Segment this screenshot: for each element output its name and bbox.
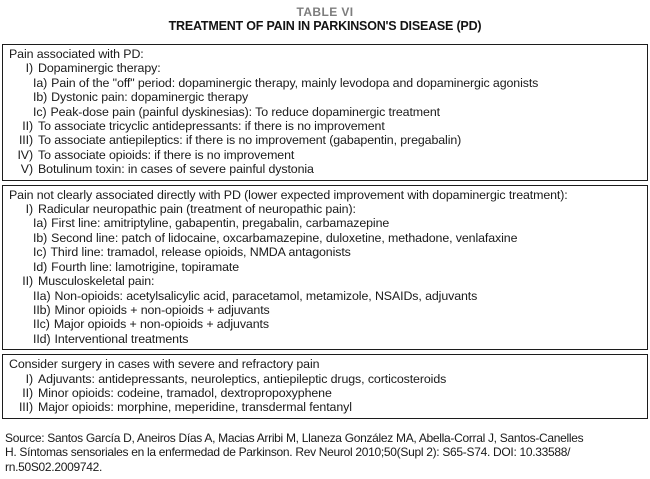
row-text: Fourth line: lamotrigine, topiramate: [51, 259, 240, 274]
row-text: Botulinum toxin: in cases of severe painful dystonia: [38, 162, 314, 177]
row-text: Major opioids + non-opioids + adjuvants: [53, 317, 269, 332]
row-text: To associate antiepileptics: if there is no improvement (gabapentin, pregabalin): [38, 133, 462, 148]
source-line: rn.50S02.2009742.: [5, 459, 102, 474]
table-row: [9, 133, 641, 147]
table-row: [9, 105, 641, 119]
table-row: [9, 61, 641, 75]
table-row: [9, 119, 641, 133]
row-text: To associate opioids: if there is no improvement: [38, 147, 295, 162]
row-label: II): [22, 119, 33, 134]
row-label: Id): [33, 259, 48, 274]
row-text: Interventional treatments: [54, 331, 189, 346]
row-text: Pain not clearly associated directly with PD (lower expected improvement with dopaminergic treatment):: [9, 187, 568, 202]
source-line: H. Síntomas sensoriales en la enfermedad de Parkinson. Rev Neurol 2010;50(Supl 2): S65-S74. DOI: 10.33588/: [5, 445, 571, 460]
table-row: [9, 76, 641, 90]
row-text: Second line: patch of lidocaine, oxcarbamazepine, duloxetine, methadone, venlafaxine: [51, 230, 518, 245]
row-label: I): [25, 202, 33, 217]
table-label: TABLE VI: [296, 5, 354, 19]
row-text: Radicular neuropathic pain (treatment of neuropathic pain):: [38, 202, 356, 217]
table-row: [9, 386, 641, 400]
table-header: [2, 5, 648, 33]
row-label: IIc): [33, 317, 50, 332]
table-row: [9, 274, 641, 288]
table-row: [9, 231, 641, 245]
section-pain-associated-with-pd: [2, 44, 648, 181]
row-text: Musculoskeletal pain:: [38, 274, 155, 289]
table-title: TREATMENT OF PAIN IN PARKINSON'S DISEASE (PD): [168, 19, 482, 33]
row-label: Ia): [33, 75, 48, 90]
row-text: To associate tricyclic antidepressants: if there is no improvement: [38, 119, 385, 134]
row-text: Pain of the "off" period: dopaminergic therapy, mainly levodopa and dopaminergic agonists: [51, 75, 539, 90]
row-label: Ib): [33, 230, 48, 245]
row-text: Adjuvants: antidepressants, neuroleptics, antiepileptic drugs, corticosteroids: [38, 371, 447, 386]
row-label: IIb): [33, 302, 51, 317]
table-row: [9, 289, 641, 303]
table-row: [9, 162, 641, 176]
table-row: [9, 245, 641, 259]
table-row: [9, 47, 641, 61]
row-label: Ic): [33, 104, 47, 119]
section-consider-surgery: [2, 354, 648, 419]
table-row: [9, 90, 641, 104]
row-text: Consider surgery in cases with severe and refractory pain: [9, 357, 320, 372]
row-label: III): [18, 400, 33, 415]
table-row: [9, 202, 641, 216]
row-label: Ib): [33, 90, 48, 105]
table-row: [9, 357, 641, 371]
row-label: III): [18, 133, 33, 148]
row-text: Minor opioids: codeine, tramadol, dextropropoxyphene: [38, 385, 332, 400]
row-label: IV): [17, 147, 33, 162]
row-text: Pain associated with PD:: [9, 47, 144, 61]
table-row: [9, 400, 641, 414]
row-label: I): [25, 371, 33, 386]
row-label: Ic): [33, 245, 47, 260]
table-row: [9, 188, 641, 202]
table-row: [9, 303, 641, 317]
section-pain-not-clearly-associated: [2, 185, 648, 350]
row-text: Dystonic pain: dopaminergic therapy: [51, 90, 249, 105]
row-label: II): [22, 385, 33, 400]
row-text: Peak-dose pain (painful dyskinesias): To reduce dopaminergic treatment: [50, 104, 440, 119]
row-label: IId): [33, 331, 51, 346]
row-label: I): [25, 61, 33, 76]
row-label: IIa): [33, 288, 51, 303]
table-row: [9, 317, 641, 331]
table-row: [9, 260, 641, 274]
row-text: Dopaminergic therapy:: [38, 61, 161, 76]
row-label: II): [22, 274, 33, 289]
source-line: Source: Santos García D, Aneiros Días A, Macias Arribi M, Llaneza González MA, Abella-Corral J, Santos-Canelles: [5, 430, 584, 445]
row-label: V): [20, 162, 33, 177]
row-label: Ia): [33, 216, 48, 231]
row-text: Minor opioids + non-opioids + adjuvants: [54, 302, 270, 317]
table-row: [9, 372, 641, 386]
row-text: Non-opioids: acetylsalicylic acid, paracetamol, metamizole, NSAIDs, adjuvants: [54, 288, 478, 303]
source-note: [2, 431, 648, 475]
table-row: [9, 332, 641, 346]
table-row: [9, 148, 641, 162]
row-text: Major opioids: morphine, meperidine, transdermal fentanyl: [38, 400, 352, 415]
table-row: [9, 216, 641, 230]
row-text: Third line: tramadol, release opioids, NMDA antagonists: [50, 245, 351, 260]
row-text: First line: amitriptyline, gabapentin, pregabalin, carbamazepine: [51, 216, 390, 231]
